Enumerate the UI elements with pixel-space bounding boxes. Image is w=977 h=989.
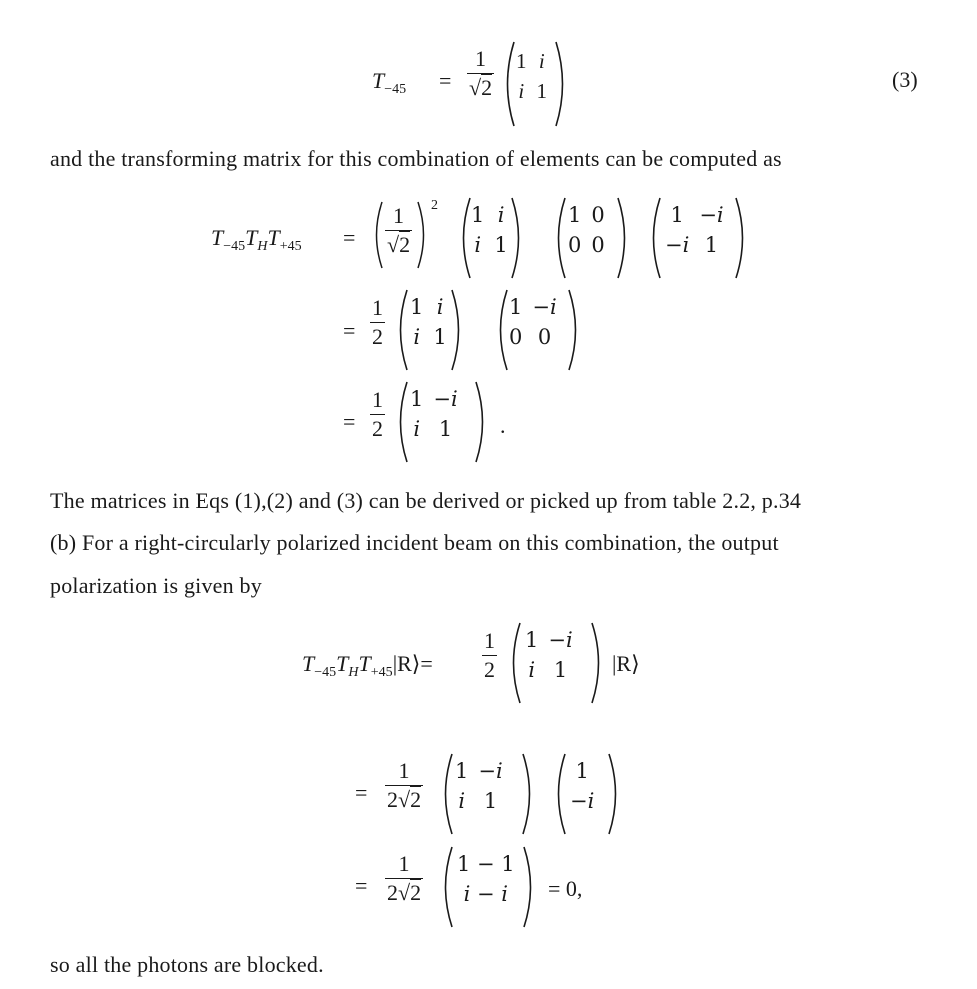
align1-lhs: $T_{-45}T_HT_{+45}$ — [211, 225, 302, 254]
eq3-tag: (3) — [892, 67, 918, 92]
paragraph-conclusion: so all the photons are blocked. — [50, 952, 324, 977]
eq3-right-paren — [553, 40, 571, 128]
align2-l1-m1: 1 −i i 1 — [455, 759, 503, 813]
align2-l1-m1-rparen — [520, 752, 538, 836]
align1-l1-m1-rparen — [509, 196, 527, 280]
align1-l2-m1-rparen — [449, 288, 467, 372]
align1-line2-coef: $\frac{1}{2}$ — [372, 295, 383, 349]
align2-l2-vector: 1 − 1 i − i — [457, 852, 515, 906]
eq4-coef: $\frac{1}{2}$ — [484, 628, 495, 682]
align1-l1-m1: 1 i i 1 — [471, 203, 508, 257]
align2-line2-result: = 0, — [548, 876, 583, 901]
eq3-lhs: $T_{-45}$ — [372, 68, 407, 97]
align1-l1-m3: 1 −i −i 1 — [665, 203, 724, 257]
align1-line2-equals: = — [343, 318, 356, 343]
align1-l1-m2-rparen — [615, 196, 633, 280]
align1-l3-m1-rparen — [473, 380, 491, 464]
align1-line3-period: . — [500, 413, 506, 438]
eq4-m1: 1 −i i 1 — [525, 628, 573, 682]
paragraph-intro: and the transforming matrix for this combination of elements can be computed as — [50, 146, 782, 171]
eq4-m1-rparen — [589, 621, 607, 705]
align1-l3-m1: 1 −i i 1 — [410, 387, 458, 441]
align1-line1-equals: = — [343, 225, 356, 250]
align1-l1-m2: 1 0 0 0 — [568, 203, 605, 257]
align1-l2-m2: 1 −i 0 0 — [509, 295, 557, 349]
align2-l2-v-rparen — [521, 845, 539, 929]
eq3-coef: $\frac{1}{√2}$ — [469, 46, 493, 100]
eq3-matrix: 1 i i 1 — [516, 49, 547, 103]
align1-coef: $\frac{1}{√2}$ — [387, 203, 411, 257]
eq4-lhs: $T_{-45}T_HT_{+45}|R⟩=$ — [302, 651, 433, 680]
align2-line1-equals: = — [355, 780, 368, 805]
align1-coef-power: 2 — [431, 198, 438, 213]
align1-line3-coef: $\frac{1}{2}$ — [372, 387, 383, 441]
align1-l1-m3-rparen — [733, 196, 751, 280]
align2-l1-v-rparen — [606, 752, 624, 836]
paragraph-polarization: polarization is given by — [50, 573, 262, 598]
align2-line2-equals: = — [355, 873, 368, 898]
align1-coef-left-paren — [370, 200, 384, 270]
align2-line2-coef: $\frac{1}{2√2}$ — [387, 851, 422, 905]
eq4-ket-right: |R⟩ — [612, 651, 640, 676]
eq3-equals: = — [439, 68, 452, 93]
paragraph-matrices-ref: The matrices in Eqs (1),(2) and (3) can be derived or picked up from table 2.2, p.34 — [50, 488, 802, 513]
align1-line3-equals: = — [343, 409, 356, 434]
align1-l2-m1: 1 i i 1 — [410, 295, 447, 349]
align1-l2-m2-rparen — [566, 288, 584, 372]
paragraph-part-b: (b) For a right-circularly polarized incident beam on this combination, the output — [50, 530, 779, 555]
align2-line1-coef: $\frac{1}{2√2}$ — [387, 758, 422, 812]
align1-coef-right-paren — [416, 200, 430, 270]
align2-l1-vector: 1 −i — [570, 759, 595, 813]
